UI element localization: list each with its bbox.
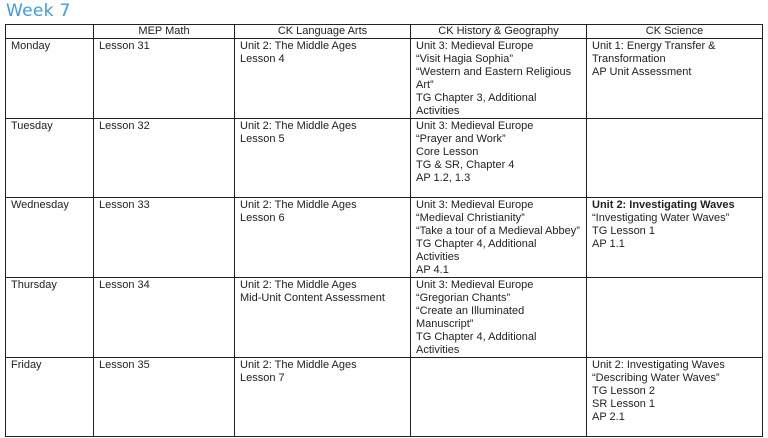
history-line: “Gregorian Chants” (416, 292, 511, 304)
day-cell (6, 358, 94, 437)
header-row (6, 25, 763, 39)
history-line: Unit 3: Medieval Europe (416, 40, 534, 52)
science-line: Unit 1: Energy Transfer & Transformation (592, 40, 716, 65)
day-label: Monday (11, 40, 51, 52)
science-line: TG Lesson 1 (592, 225, 655, 237)
history-cell (411, 39, 587, 119)
weekly-schedule-table (5, 24, 763, 437)
history-cell (411, 278, 587, 358)
history-line: “Western and Eastern Religious Art” (416, 66, 572, 91)
la-line: Unit 2: The Middle Ages (240, 120, 357, 132)
day-cell (6, 198, 94, 278)
history-line: “Visit Hagia Sophia” (416, 53, 514, 65)
science-cell (587, 278, 763, 358)
history-line: TG Chapter 3, Additional Activities (416, 92, 537, 117)
la-line: Lesson 7 (240, 372, 285, 384)
science-line: AP 2.1 (592, 411, 625, 423)
language-arts-cell (235, 198, 411, 278)
history-line: “Prayer and Work” (416, 133, 506, 145)
math-line: Lesson 31 (99, 40, 150, 52)
science-line: Unit 2: Investigating Waves (592, 359, 725, 371)
day-cell (6, 278, 94, 358)
la-line: Lesson 6 (240, 212, 285, 224)
la-line: Unit 2: The Middle Ages (240, 359, 357, 371)
la-line: Mid-Unit Content Assessment (240, 292, 385, 304)
page-title: Week 7 (6, 1, 71, 21)
math-cell (94, 39, 235, 119)
history-line: Unit 3: Medieval Europe (416, 279, 534, 291)
day-cell (6, 39, 94, 119)
math-cell (94, 358, 235, 437)
math-cell (94, 119, 235, 198)
table-row-tuesday (6, 119, 763, 198)
science-line: TG Lesson 2 (592, 385, 655, 397)
day-label: Wednesday (11, 199, 69, 211)
header-science: CK Science (587, 25, 763, 39)
math-line: Lesson 33 (99, 199, 150, 211)
la-line: Unit 2: The Middle Ages (240, 279, 357, 291)
table-row-friday (6, 358, 763, 437)
math-line: Lesson 32 (99, 120, 150, 132)
history-cell (411, 119, 587, 198)
table-row-thursday (6, 278, 763, 358)
science-unit-heading: Unit 2: Investigating Waves (592, 199, 735, 211)
language-arts-cell (235, 119, 411, 198)
day-label: Thursday (11, 279, 57, 291)
la-line: Unit 2: The Middle Ages (240, 199, 357, 211)
history-line: “Medieval Christianity” (416, 212, 525, 224)
table-row-monday (6, 39, 763, 119)
header-math: MEP Math (94, 25, 235, 39)
science-line: “Describing Water Waves” (592, 372, 720, 384)
math-cell (94, 278, 235, 358)
table-row-wednesday (6, 198, 763, 278)
day-label: Tuesday (11, 120, 53, 132)
day-label: Friday (11, 359, 42, 371)
science-line: SR Lesson 1 (592, 398, 655, 410)
la-line: Lesson 5 (240, 133, 285, 145)
header-day (6, 25, 94, 39)
math-cell (94, 198, 235, 278)
history-line: Core Lesson (416, 146, 479, 158)
math-line: Lesson 34 (99, 279, 150, 291)
day-cell (6, 119, 94, 198)
language-arts-cell (235, 358, 411, 437)
history-line: TG & SR, Chapter 4 (416, 159, 515, 171)
header-language-arts: CK Language Arts (235, 25, 411, 39)
history-line: AP 1.2, 1.3 (416, 172, 471, 184)
la-line: Unit 2: The Middle Ages (240, 40, 357, 52)
math-line: Lesson 35 (99, 359, 150, 371)
science-line: AP 1.1 (592, 238, 625, 250)
history-line: TG Chapter 4, Additional Activities (416, 238, 537, 263)
science-line: AP Unit Assessment (592, 66, 692, 78)
la-line: Lesson 4 (240, 53, 285, 65)
history-cell (411, 198, 587, 278)
history-line: “Take a tour of a Medieval Abbey” (416, 225, 580, 237)
header-history: CK History & Geography (411, 25, 587, 39)
science-cell (587, 39, 763, 119)
language-arts-cell (235, 39, 411, 119)
history-cell (411, 358, 587, 437)
history-line: Unit 3: Medieval Europe (416, 199, 534, 211)
history-line: TG Chapter 4, Additional Activities (416, 331, 537, 356)
science-cell (587, 358, 763, 437)
history-line: Unit 3: Medieval Europe (416, 120, 534, 132)
history-line: AP 4.1 (416, 264, 449, 276)
language-arts-cell (235, 278, 411, 358)
science-line: “Investigating Water Waves” (592, 212, 730, 224)
science-cell (587, 119, 763, 198)
history-line: “Create an Illuminated Manuscript” (416, 305, 525, 330)
science-cell (587, 198, 763, 278)
